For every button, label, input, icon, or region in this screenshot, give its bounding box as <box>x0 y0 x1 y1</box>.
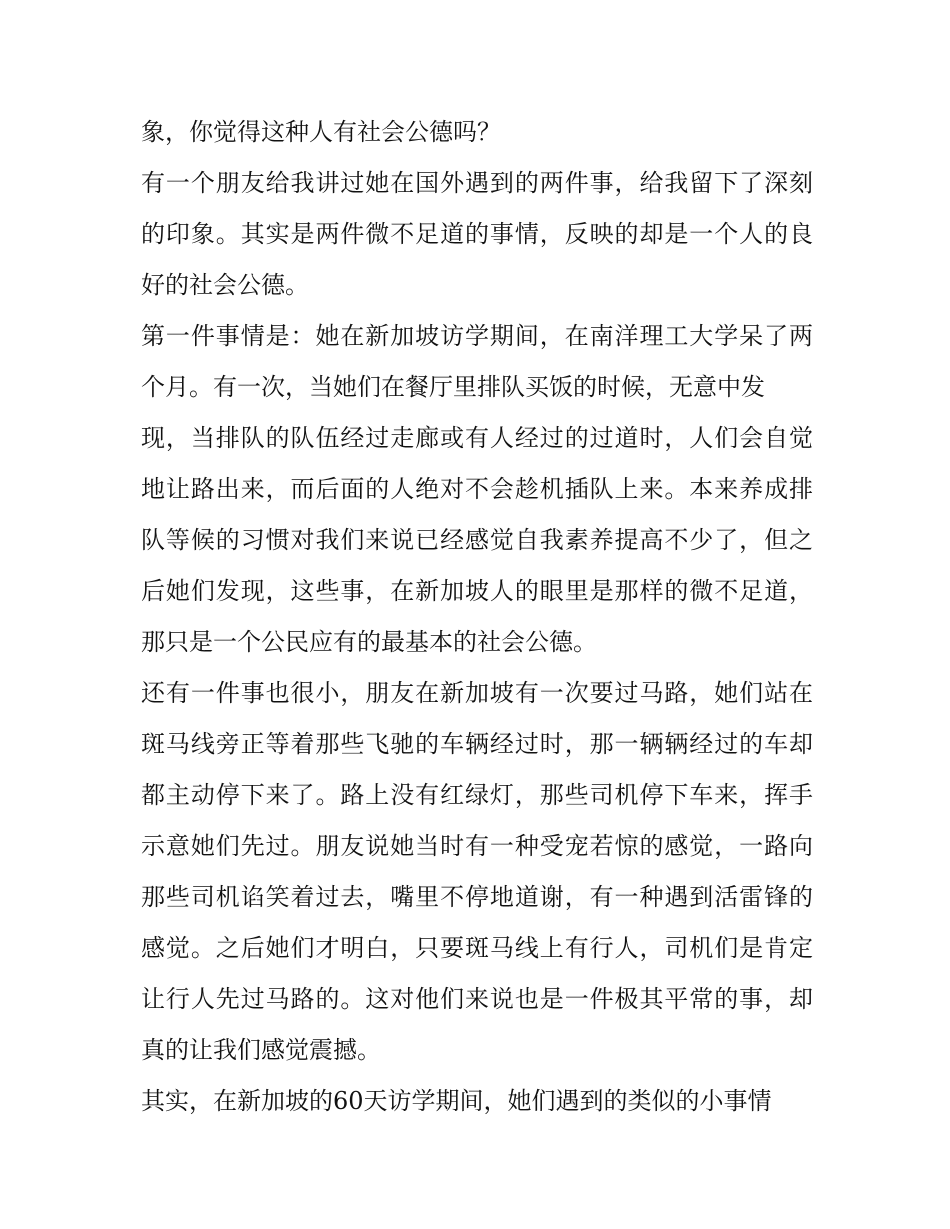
text-line: 有一个朋友给我讲过她在国外遇到的两件事，给我留下了深刻 <box>141 169 813 197</box>
text-line: 那只是一个公民应有的最基本的社会公德。 <box>141 628 597 656</box>
text-line: 的印象。其实是两件微不足道的事情，反映的却是一个人的良 <box>141 220 813 248</box>
text-line: 后她们发现，这些事，在新加坡人的眼里是那样的微不足道， <box>141 577 813 605</box>
text-line: 感觉。之后她们才明白，只要斑马线上有行人，司机们是肯定 <box>141 934 813 962</box>
text-line: 其实，在新加坡的60天访学期间，她们遇到的类似的小事情 <box>141 1087 772 1115</box>
text-line: 真的让我们感觉震撼。 <box>141 1036 381 1064</box>
text-line: 好的社会公德。 <box>141 271 309 299</box>
text-line: 个月。有一次，当她们在餐厅里排队买饭的时候，无意中发 <box>141 373 765 401</box>
paragraph-3 <box>141 311 813 668</box>
paragraph-4 <box>141 668 813 1076</box>
paragraph-1 <box>141 107 813 158</box>
text-line: 还有一件事也很小，朋友在新加坡有一次要过马路，她们站在 <box>141 679 813 707</box>
text-line: 队等候的习惯对我们来说已经感觉自我素养提高不少了，但之 <box>141 526 813 554</box>
text-line: 让行人先过马路的。这对他们来说也是一件极其平常的事，却 <box>141 985 813 1013</box>
text-line: 地让路出来，而后面的人绝对不会趁机插队上来。本来养成排 <box>141 475 813 503</box>
paragraph-2 <box>141 158 813 311</box>
text-line: 象，你觉得这种人有社会公德吗？ <box>141 118 501 146</box>
text-line: 第一件事情是：她在新加坡访学期间，在南洋理工大学呆了两 <box>141 322 813 350</box>
document-body <box>141 107 813 1127</box>
paragraph-5 <box>141 1076 813 1127</box>
text-line: 斑马线旁正等着那些飞驰的车辆经过时，那一辆辆经过的车却 <box>141 730 813 758</box>
text-line: 示意她们先过。朋友说她当时有一种受宠若惊的感觉，一路向 <box>141 832 813 860</box>
text-line: 那些司机谄笑着过去，嘴里不停地道谢，有一种遇到活雷锋的 <box>141 883 813 911</box>
text-line: 都主动停下来了。路上没有红绿灯，那些司机停下车来，挥手 <box>141 781 813 809</box>
text-line: 现，当排队的队伍经过走廊或有人经过的过道时，人们会自觉 <box>141 424 813 452</box>
